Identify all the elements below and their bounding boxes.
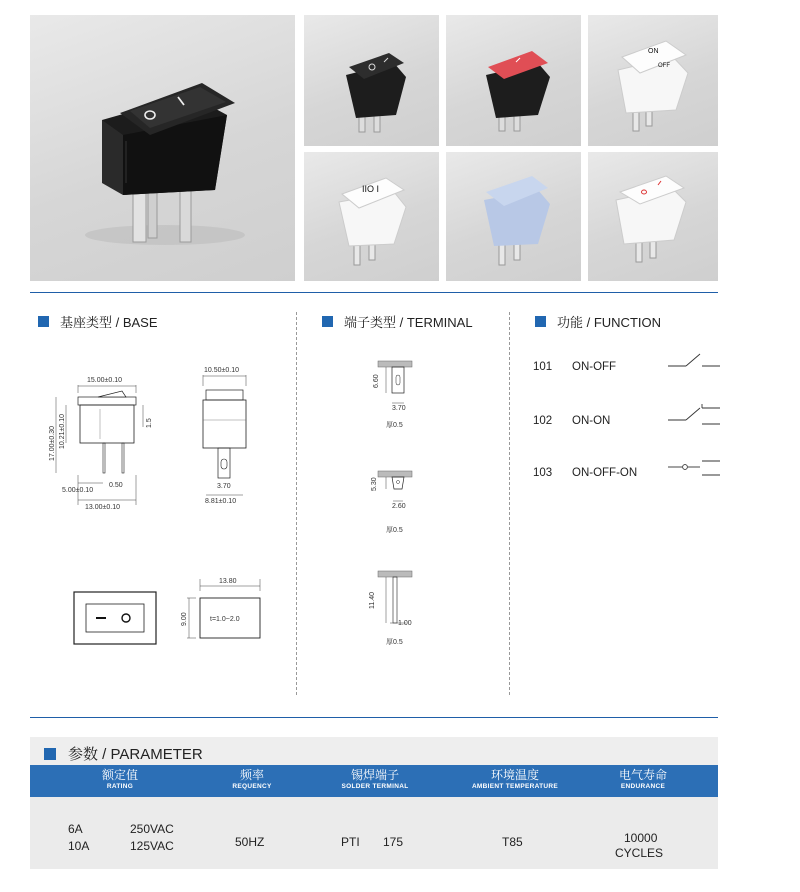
header-ambient-en: AMBIENT TEMPERATURE — [471, 783, 559, 790]
switch-on-off-on-symbol-icon — [668, 457, 720, 483]
base-front-drawing — [40, 365, 170, 515]
photo-white-switch — [304, 152, 439, 281]
rating-volt-1: 250VAC — [130, 822, 174, 836]
dim-pin-w: 0.50 — [109, 482, 123, 489]
terminal-3-thick: 厚0.5 — [386, 639, 403, 646]
header-frequency-cn: 频率 — [239, 768, 264, 782]
top-divider — [30, 292, 718, 293]
switch-on-on-symbol-icon — [668, 400, 720, 430]
terminal-2-drawing — [362, 465, 422, 540]
terminal-1-thick: 厚0.5 — [386, 422, 403, 429]
header-rating-en: RATING — [106, 783, 134, 790]
header-solder-en: SOLDER TERMINAL — [341, 783, 409, 790]
rating-amp-2: 10A — [68, 839, 90, 853]
terminal-3-w: 1.00 — [398, 620, 412, 627]
header-rating-cn: 额定值 — [101, 768, 138, 782]
function-label: ON-ON — [572, 415, 611, 427]
rocker-switch-image — [446, 152, 581, 281]
rating-amp-1: 6A — [68, 822, 83, 836]
function-row-103 — [533, 467, 637, 479]
terminal-1-h: 6.60 — [373, 374, 380, 388]
dim-base-w: 13.00±0.10 — [85, 504, 120, 511]
rocker-switch-image — [304, 15, 439, 146]
terminal-2-w: 2.60 — [392, 503, 406, 510]
header-endurance-cn: 电气寿命 — [618, 768, 667, 782]
column-divider — [296, 312, 297, 695]
endurance-value-1: 10000 — [624, 831, 658, 845]
terminal-1-drawing — [362, 355, 422, 435]
terminal-2-thick: 厚0.5 — [386, 527, 403, 534]
terminal-3-h: 11.40 — [369, 592, 376, 609]
square-bullet-icon — [38, 316, 49, 327]
svg-text:OFF: OFF — [658, 63, 670, 69]
column-divider — [509, 312, 510, 695]
svg-text:ON: ON — [648, 48, 659, 55]
solder-pti: PTI — [341, 835, 360, 849]
dim-pin-offset: 5.00±0.10 — [62, 487, 94, 494]
photo-white-on-off-switch — [588, 15, 718, 146]
panel-cutout-drawing — [174, 574, 274, 654]
function-label: ON-OFF — [572, 361, 617, 373]
base-side-drawing — [190, 360, 270, 510]
photo-black-switch — [304, 15, 439, 146]
rocker-switch-image — [588, 152, 718, 281]
rocker-switch-image — [446, 15, 581, 146]
solder-value: 175 — [383, 835, 404, 849]
terminal-3-drawing — [362, 565, 422, 650]
rating-volt-2: 125VAC — [130, 839, 174, 853]
header-endurance — [598, 768, 688, 791]
section-title-function — [535, 312, 661, 331]
frequency-value: 50HZ — [235, 835, 265, 849]
function-code: 102 — [533, 415, 553, 427]
header-ambient-temperature — [452, 768, 578, 791]
switch-on-off-symbol-icon — [668, 348, 720, 372]
photo-light-blue-switch — [446, 152, 581, 281]
dim-side-bottom: 8.81±0.10 — [205, 498, 237, 505]
dim-rocker-h: 1.5 — [146, 418, 153, 428]
section-title-terminal — [322, 312, 473, 331]
dim-side-top: 10.50±0.10 — [204, 367, 239, 374]
dim-cut-thickness: t=1.0~2.0 — [210, 616, 240, 623]
header-solder-terminal — [320, 768, 430, 791]
section-base-label: 基座类型 / BASE — [60, 315, 158, 330]
photo-white-red-mark-switch — [588, 152, 718, 281]
base-top-view-drawing — [72, 590, 162, 650]
parameter-divider — [30, 717, 718, 718]
dim-width-top: 15.00±0.10 — [87, 377, 122, 384]
endurance-value-2: CYCLES — [615, 846, 664, 860]
photo-hero-black-switch — [30, 15, 295, 281]
dim-cut-w: 13.80 — [219, 578, 237, 585]
section-parameter-label: 参数 / PARAMETER — [68, 746, 203, 763]
header-ambient-cn: 环境温度 — [490, 768, 539, 782]
function-code: 103 — [533, 467, 553, 479]
photo-red-switch — [446, 15, 581, 146]
header-endurance-en: ENDURANCE — [620, 783, 666, 790]
svg-text:IIO I: IIO I — [362, 184, 380, 194]
function-row-101 — [533, 361, 616, 373]
function-code: 101 — [533, 361, 553, 373]
dim-height-total: 17.00±0.30 — [49, 426, 56, 461]
header-frequency-en: REQUENCY — [232, 783, 272, 790]
terminal-2-h: 5.30 — [371, 477, 378, 491]
dim-side-tab: 3.70 — [217, 483, 231, 490]
dim-height-body: 10.21±0.10 — [59, 414, 66, 449]
section-title-base — [38, 312, 158, 331]
terminal-1-w: 3.70 — [392, 405, 406, 412]
function-label: ON-OFF-ON — [572, 467, 638, 479]
header-rating — [80, 768, 160, 791]
function-row-102 — [533, 415, 610, 427]
dim-cut-h: 9.00 — [181, 612, 188, 626]
section-function-label: 功能 / FUNCTION — [557, 315, 661, 330]
header-frequency — [212, 768, 292, 791]
rocker-switch-image — [304, 152, 439, 281]
square-bullet-icon — [322, 316, 333, 327]
square-bullet-icon — [44, 748, 56, 760]
section-terminal-label: 端子类型 / TERMINAL — [344, 315, 473, 330]
ambient-value: T85 — [502, 835, 523, 849]
rocker-switch-image — [30, 15, 295, 281]
square-bullet-icon — [535, 316, 546, 327]
section-title-parameter — [44, 743, 203, 764]
rocker-switch-image — [588, 15, 718, 146]
header-solder-cn: 锡焊端子 — [350, 768, 399, 782]
